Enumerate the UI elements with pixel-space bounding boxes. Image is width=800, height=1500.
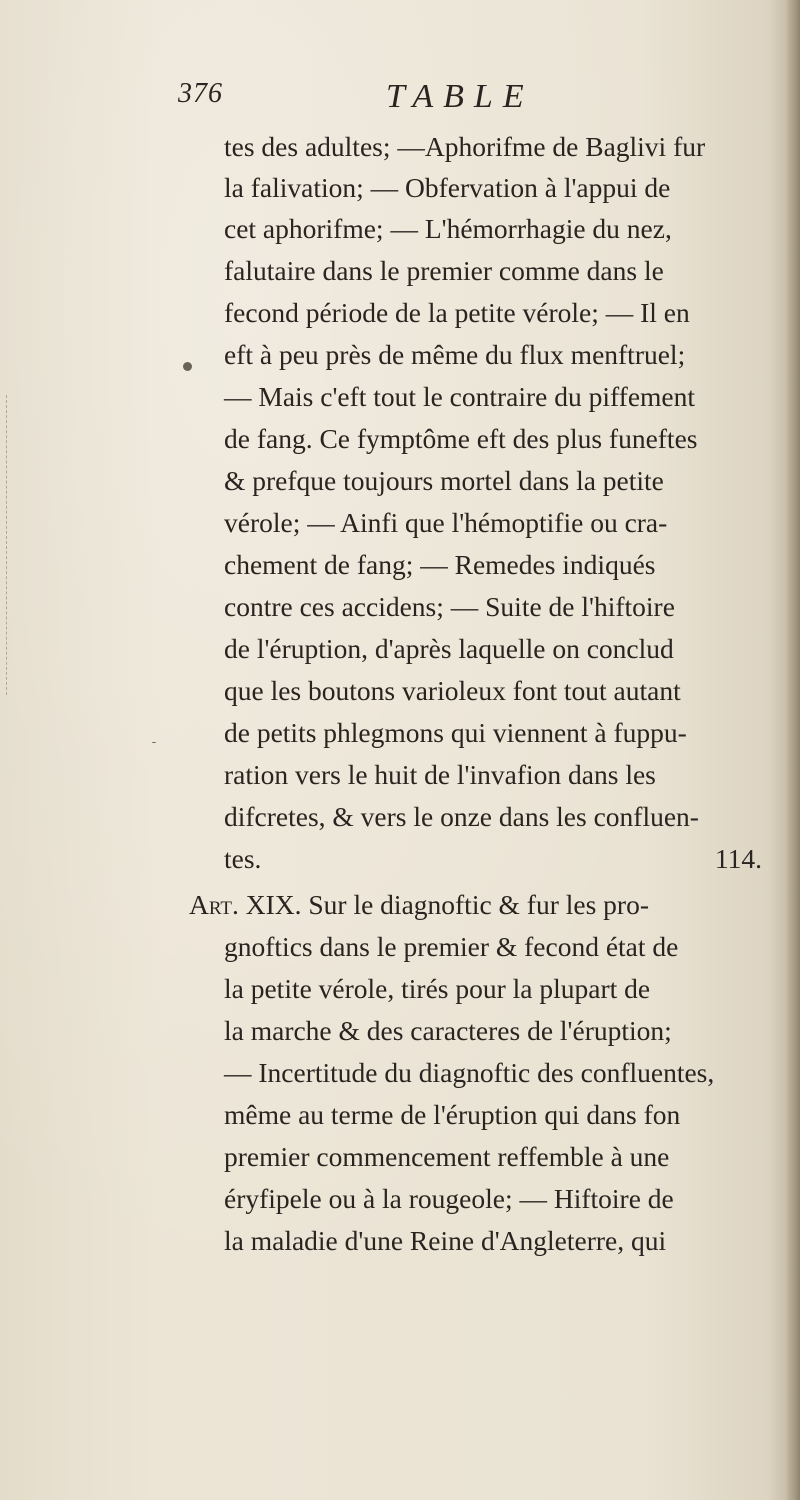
text-line: vérole; — Ainfi que l'hémoptifie ou cra- bbox=[224, 507, 668, 538]
text-line: ration vers le huit de l'invafion dans les bbox=[224, 759, 656, 790]
article-heading-line bbox=[189, 885, 649, 925]
text-line: premier commencement reffemble à une bbox=[224, 1141, 670, 1172]
text-line: de l'éruption, d'après laquelle on conclud bbox=[224, 633, 674, 664]
article-label: Art. XIX. bbox=[189, 889, 302, 920]
text-line: difcretes, & vers le onze dans les confluen- bbox=[224, 801, 699, 832]
text-line: la petite vérole, tirés pour la plupart de bbox=[224, 973, 651, 1004]
text-line: cet aphorifme; — L'hémorrhagie du nez, bbox=[224, 213, 672, 244]
article-first-line: Sur le diagnoftic & fur les pro- bbox=[308, 889, 649, 920]
running-head: TABLE bbox=[386, 78, 534, 115]
text-line: la maladie d'une Reine d'Angleterre, qui bbox=[224, 1225, 667, 1256]
page-number: 376 bbox=[178, 78, 223, 109]
text-line: chement de fang; — Remedes indiqués bbox=[224, 549, 656, 580]
text-line: — Mais c'eft tout le contraire du piffement bbox=[224, 381, 696, 412]
text-line: — Incertitude du diagnoftic des confluentes, bbox=[224, 1057, 715, 1088]
text-line: tes. bbox=[224, 843, 262, 874]
text-line: éryfipele ou à la rougeole; — Hiftoire de bbox=[224, 1183, 674, 1214]
ink-speck bbox=[183, 362, 192, 371]
text-line: tes des adultes; —Aphorifme de Baglivi fur bbox=[224, 131, 706, 162]
text-line: de petits phlegmons qui viennent à fuppu- bbox=[224, 717, 687, 748]
margin-marks bbox=[6, 395, 9, 695]
text-line: de fang. Ce fymptôme eft des plus funeftes bbox=[224, 423, 698, 454]
page-edge-shadow bbox=[786, 0, 800, 1500]
page-header bbox=[178, 78, 598, 118]
text-line: la falivation; — Obfervation à l'appui de bbox=[224, 172, 671, 203]
text-line: eft à peu près de même du flux menftruel; bbox=[224, 339, 686, 370]
page-reference: 114. bbox=[714, 843, 762, 874]
ink-speck bbox=[152, 742, 156, 743]
text-line: & prefque toujours mortel dans la petite bbox=[224, 465, 664, 496]
text-line: fecond période de la petite vérole; — Il en bbox=[224, 297, 690, 328]
text-line: même au terme de l'éruption qui dans fon bbox=[224, 1099, 681, 1130]
text-line: que les boutons varioleux font tout autant bbox=[224, 675, 681, 706]
text-line: falutaire dans le premier comme dans le bbox=[224, 255, 664, 286]
text-line: contre ces accidens; — Suite de l'hiftoire bbox=[224, 591, 675, 622]
text-line: gnoftics dans le premier & fecond état de bbox=[224, 931, 679, 962]
text-line: la marche & des caracteres de l'éruption; bbox=[224, 1015, 672, 1046]
